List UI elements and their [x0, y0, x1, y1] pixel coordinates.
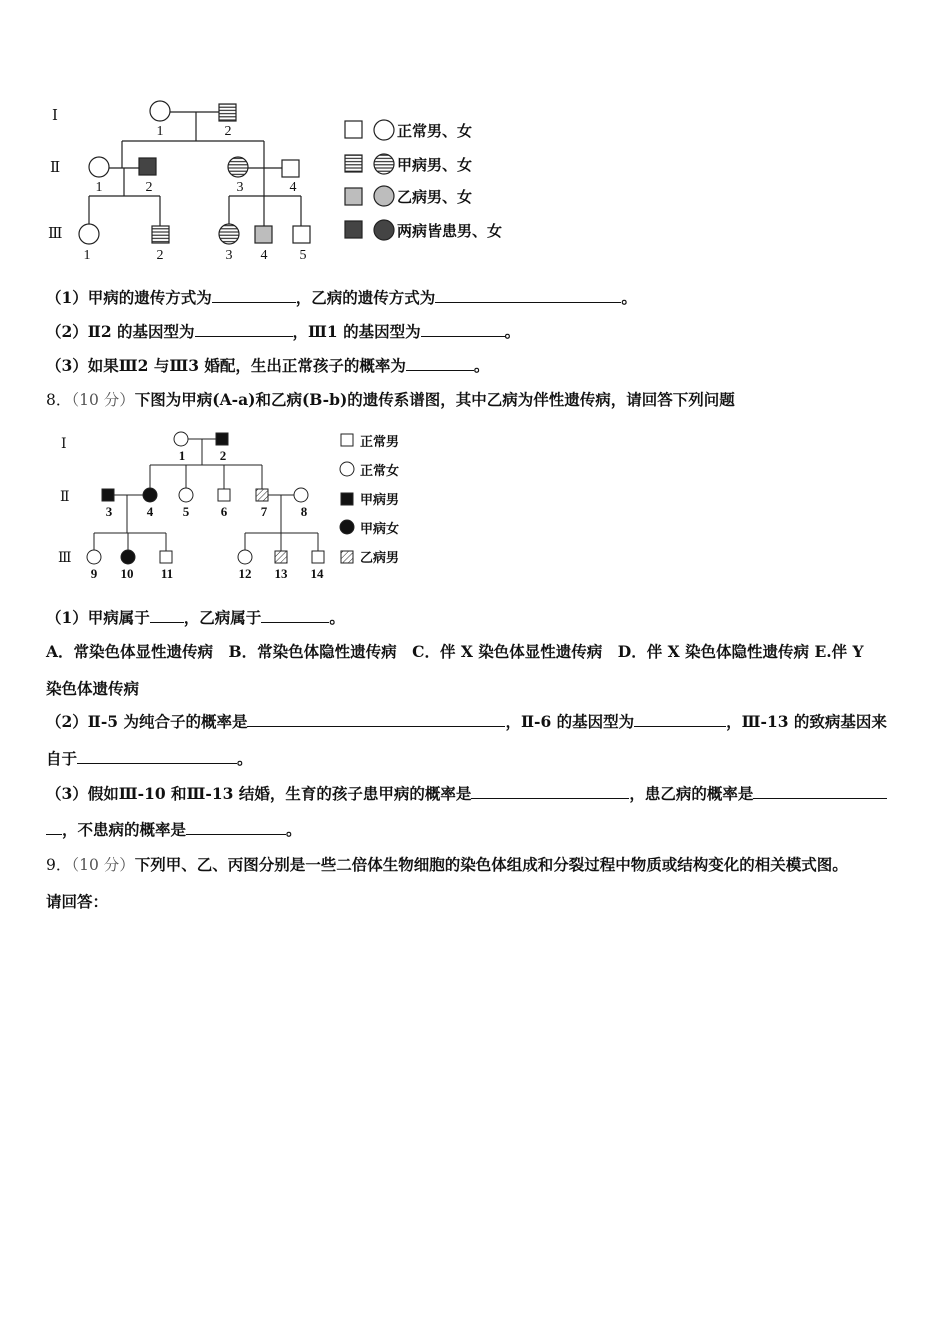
- p1-II4-normal-male: [282, 160, 299, 177]
- p1-III-id-1: 1: [83, 248, 91, 263]
- answer-blank[interactable]: [753, 784, 887, 799]
- p2-I2-jia-male: [216, 433, 228, 445]
- p2-III-id-11: 11: [160, 566, 174, 581]
- p1-II-id-1: 1: [95, 180, 103, 195]
- p2-II-id-4: 4: [146, 504, 154, 519]
- legend1-label-normal: 正常男、女: [397, 124, 473, 140]
- p2-II3-jia-male: [102, 489, 114, 501]
- p1-gen-label-II: Ⅱ: [50, 160, 61, 176]
- answer-blank[interactable]: [435, 288, 621, 303]
- q8-stem: 8．（10 分）下图为甲病(A-a)和乙病(B-b)的遗传系谱图，其中乙病为伴性遗传病，请回答下列问题: [46, 390, 735, 409]
- legend2-label-normal-male: 正常男: [360, 434, 400, 449]
- legend1-both-female-icon: [374, 220, 394, 240]
- p2-III-id-10: 10: [120, 566, 134, 581]
- legend1-jia-male-icon: [345, 155, 362, 172]
- p2-I-id-2: 2: [219, 448, 227, 463]
- q8-options-line1: A．常染色体显性遗传病 B．常染色体隐性遗传病 C．伴 X 染色体显性遗传病 D．伴 X 染色体隐性遗传病 E.伴 Y: [46, 642, 864, 661]
- p1-II-id-3: 3: [236, 180, 244, 195]
- answer-blank[interactable]: [77, 749, 237, 764]
- p1-I-id-1: 1: [156, 124, 164, 139]
- answer-blank[interactable]: [150, 608, 184, 623]
- p2-II-id-6: 6: [220, 504, 228, 519]
- p1-III-id-2: 2: [156, 248, 164, 263]
- q8-part1: （1）甲病属于 ，乙病属于 。: [46, 608, 345, 627]
- p2-gen-label-I: Ⅰ: [61, 437, 67, 452]
- p2-gen-label-III: Ⅲ: [58, 551, 72, 566]
- p1-III3-jia-female: [219, 224, 239, 244]
- legend1-yi-female-icon: [374, 186, 394, 206]
- p2-I-id-1: 1: [178, 448, 186, 463]
- p1-III-id-3: 3: [225, 248, 233, 263]
- answer-blank[interactable]: [261, 608, 329, 623]
- p1-II-id-2: 2: [145, 180, 153, 195]
- p2-II-id-7: 7: [260, 504, 268, 519]
- q8-options-line2: 染色体遗传病: [46, 679, 140, 698]
- p1-gen-label-I: Ⅰ: [52, 108, 58, 124]
- answer-blank[interactable]: [186, 820, 286, 835]
- q9-stem: 9．（10 分）下列甲、乙、丙图分别是一些二倍体生物细胞的染色体组成和分裂过程中物质或结构变化的相关模式图。: [46, 855, 848, 874]
- q7-part3: （3）如果Ⅲ2 与Ⅲ3 婚配，生出正常孩子的概率为 。: [46, 356, 490, 375]
- q8-part3: （3）假如Ⅲ-10 和Ⅲ-13 结婚，生育的孩子患甲病的概率是 ，患乙病的概率是: [46, 782, 887, 804]
- p1-I2-jia-male: [219, 104, 236, 121]
- p1-II2-both-male: [139, 158, 156, 175]
- legend1-jia-female-icon: [374, 154, 394, 174]
- answer-blank[interactable]: [406, 356, 474, 371]
- question-score: （10 分）: [71, 391, 135, 409]
- legend1-normal-male-icon: [345, 121, 362, 138]
- legend2-jia-male-icon: [341, 493, 353, 505]
- q8-part2: （2）Ⅱ-5 为纯合子的概率是 ，Ⅱ-6 的基因型为 ，Ⅲ-13 的致病基因来: [46, 712, 887, 731]
- question-score: （10 分）: [71, 856, 135, 874]
- q8-part3-cont: ，不患病的概率是 。: [46, 818, 302, 840]
- p2-II6-normal-male: [218, 489, 230, 501]
- p2-III13-yi-male: [275, 551, 287, 563]
- pedigree-figure-2: [0, 425, 430, 585]
- p2-III-id-9: 9: [90, 566, 98, 581]
- p2-III-id-13: 13: [274, 566, 288, 581]
- answer-blank[interactable]: [247, 712, 505, 727]
- p2-III-id-12: 12: [238, 566, 252, 581]
- legend1-yi-male-icon: [345, 188, 362, 205]
- q9-stem-cont: 请回答：: [46, 892, 109, 911]
- p1-II3-jia-female: [228, 157, 248, 177]
- answer-blank[interactable]: [212, 288, 296, 303]
- p2-III14-normal-male: [312, 551, 324, 563]
- p2-III10-jia-female: [121, 550, 135, 564]
- p1-III-id-4: 4: [260, 248, 268, 263]
- legend2-label-jia-female: 甲病女: [360, 521, 400, 536]
- q7-part2: （2）Ⅱ2 的基因型为 ，Ⅲ1 的基因型为 。: [46, 322, 521, 341]
- p2-II4-jia-female: [143, 488, 157, 502]
- question-number: 9．: [46, 856, 72, 874]
- answer-blank[interactable]: [46, 820, 62, 835]
- p2-II7-yi-male: [256, 489, 268, 501]
- legend2-normal-female-icon: [340, 462, 354, 476]
- legend1-both-male-icon: [345, 221, 362, 238]
- legend2-label-normal-female: 正常女: [360, 463, 400, 478]
- p1-I1-normal-female: [150, 101, 170, 121]
- p1-I-id-2: 2: [224, 124, 232, 139]
- p1-II-id-4: 4: [289, 180, 297, 195]
- answer-blank[interactable]: [471, 784, 629, 799]
- p2-III12-normal-female: [238, 550, 252, 564]
- p2-III9-normal-female: [87, 550, 101, 564]
- legend1-label-jia: 甲病男、女: [397, 158, 473, 174]
- p1-gen-label-III: Ⅲ: [48, 226, 63, 242]
- p1-III2-jia-male: [152, 226, 169, 243]
- p2-II5-normal-female: [179, 488, 193, 502]
- answer-blank[interactable]: [421, 322, 505, 337]
- p2-III-id-14: 14: [310, 566, 324, 581]
- legend1-normal-female-icon: [374, 120, 394, 140]
- p2-I1-normal-female: [174, 432, 188, 446]
- legend2-label-yi-male: 乙病男: [360, 550, 400, 565]
- p2-gen-label-II: Ⅱ: [60, 490, 70, 505]
- legend2-jia-female-icon: [340, 520, 354, 534]
- p2-III11-normal-male: [160, 551, 172, 563]
- p2-II-id-3: 3: [105, 504, 113, 519]
- legend2-normal-male-icon: [341, 434, 353, 446]
- p2-II-id-8: 8: [300, 504, 308, 519]
- legend2-label-jia-male: 甲病男: [360, 492, 400, 507]
- q8-part2-cont: 自于 。: [46, 749, 253, 768]
- question-number: 8．: [46, 391, 72, 409]
- legend1-label-yi: 乙病男、女: [397, 190, 473, 206]
- p1-III-id-5: 5: [299, 248, 307, 263]
- p1-II1-normal-female: [89, 157, 109, 177]
- p1-III5-normal-male: [293, 226, 310, 243]
- p2-II8-normal-female: [294, 488, 308, 502]
- pedigree-figure-1: [0, 90, 560, 270]
- answer-blank[interactable]: [634, 712, 726, 727]
- p1-III4-yi-male: [255, 226, 272, 243]
- answer-blank[interactable]: [195, 322, 293, 337]
- legend2-yi-male-icon: [341, 551, 353, 563]
- p2-II-id-5: 5: [182, 504, 190, 519]
- q7-part1: （1）甲病的遗传方式为 ，乙病的遗传方式为 。: [46, 288, 637, 307]
- legend1-label-both: 两病皆患男、女: [397, 224, 503, 240]
- p1-III1-normal-female: [79, 224, 99, 244]
